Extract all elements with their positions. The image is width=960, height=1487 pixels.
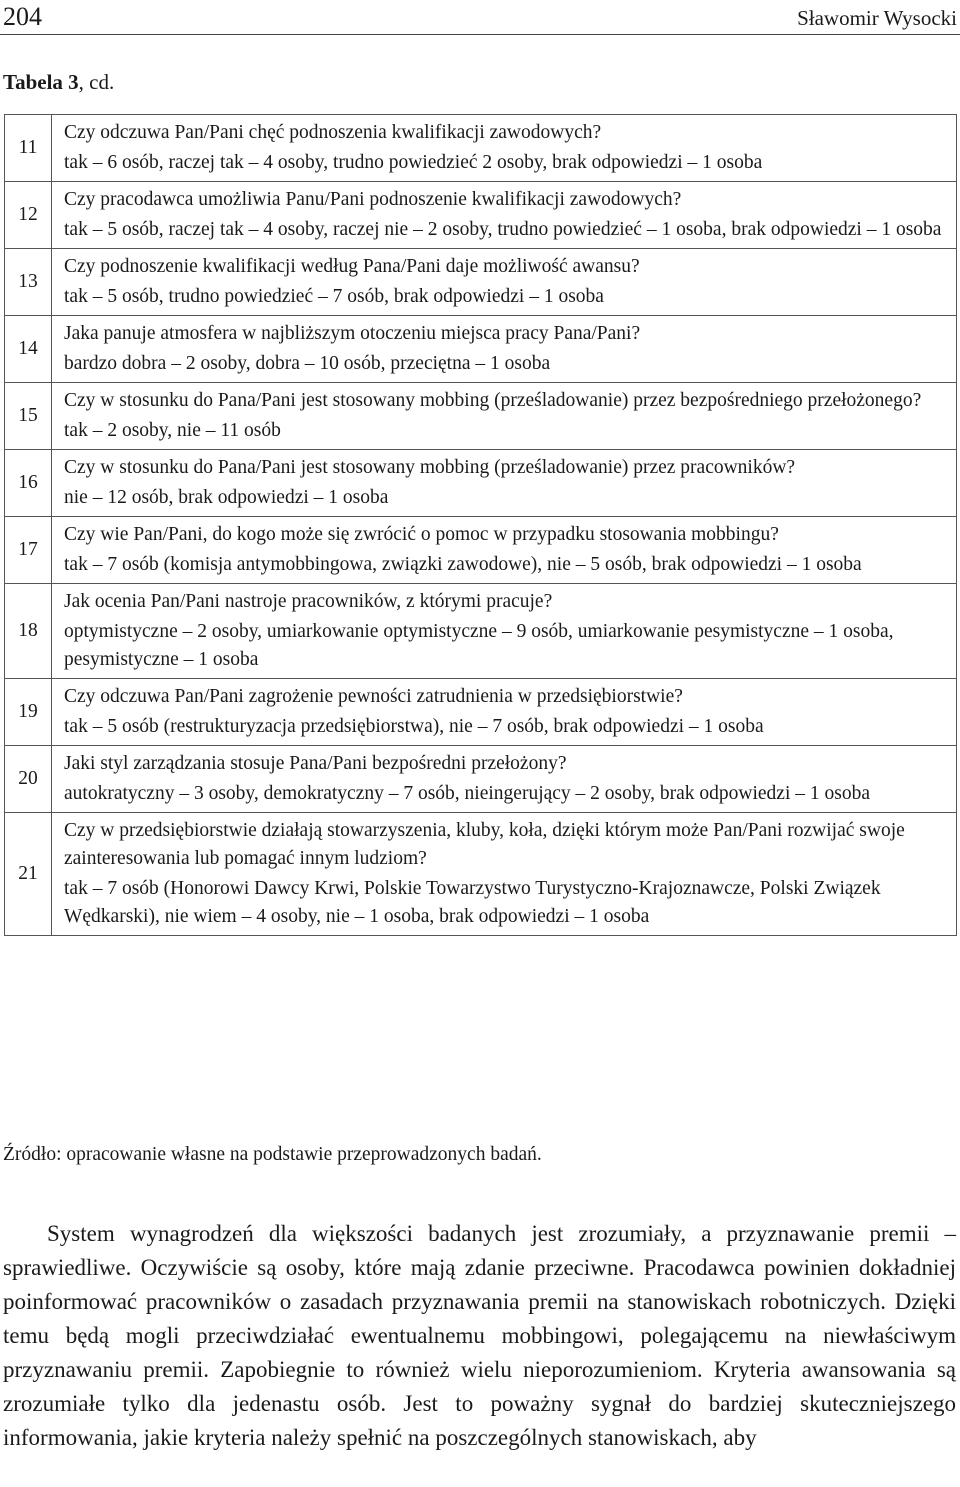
table-row-answer <box>5 712 957 746</box>
answer-cell: tak – 5 osób, trudno powiedzieć – 7 osób, brak odpowiedzi – 1 osoba <box>52 282 957 316</box>
table-row-answer <box>5 617 957 679</box>
table-row-answer <box>5 349 957 383</box>
row-number: 20 <box>5 746 52 813</box>
question-cell: Czy w przedsiębiorstwie działają stowarzyszenia, kluby, koła, dzięki którym może Pan/Pani rozwijać swoje zainteresowania lub pomagać innym ludziom? <box>52 813 957 875</box>
answer-cell: autokratyczny – 3 osoby, demokratyczny – 7 osób, nieingerujący – 2 osoby, brak odpowiedzi – 1 osoba <box>52 779 957 813</box>
table-row <box>5 813 957 875</box>
row-number: 15 <box>5 383 52 450</box>
table-row-answer <box>5 483 957 517</box>
table-row <box>5 517 957 551</box>
row-number: 16 <box>5 450 52 517</box>
answer-cell: nie – 12 osób, brak odpowiedzi – 1 osoba <box>52 483 957 517</box>
question-cell: Czy podnoszenie kwalifikacji według Pana/Pani daje możliwość awansu? <box>52 249 957 283</box>
answer-cell: tak – 2 osoby, nie – 11 osób <box>52 416 957 450</box>
table-caption-suffix: , cd. <box>78 70 115 94</box>
running-author: Sławomir Wysocki <box>797 6 957 30</box>
table-row <box>5 383 957 417</box>
row-number: 11 <box>5 115 52 182</box>
table-row <box>5 115 957 149</box>
answer-cell: tak – 7 osób (Honorowi Dawcy Krwi, Polskie Towarzystwo Turystyczno-Krajoznawcze, Polski Związek Wędkarski), nie wiem – 4 osoby, nie – 1 osoba, brak odpowiedzi – 1 osoba <box>52 874 957 936</box>
table-row <box>5 249 957 283</box>
table-row-answer <box>5 874 957 936</box>
body-paragraph: System wynagrodzeń dla większości badanych jest zrozumiały, a przyznawanie premii – sprawiedliwe. Oczywiście są osoby, które mają zdanie przeciwne. Pracodawca powinien dokładniej poinformować pracowników o zasadach przyznawania premii na stanowiskach robotniczych. Dzięki temu będą mogli przeciwdziałać ewentualnemu mobbingowi, polegającemu na niewłaściwym przyznawaniu premii. Zapobiegnie to również wielu nieporozumieniom. Kryteria awansowania są zrozumiałe tylko dla jedenastu osób. Jest to poważny sygnał do bardziej skuteczniejszego informowania, jakie kryteria należy spełnić na poszczególnych stanowiskach, aby <box>3 1221 956 1450</box>
table-row-answer <box>5 779 957 813</box>
row-number: 12 <box>5 182 52 249</box>
survey-table <box>4 114 957 936</box>
row-number: 14 <box>5 316 52 383</box>
table-caption <box>3 70 114 95</box>
answer-cell: tak – 7 osób (komisja antymobbingowa, związki zawodowe), nie – 5 osób, brak odpowiedzi – 1 osoba <box>52 550 957 584</box>
question-cell: Jaki styl zarządzania stosuje Pana/Pani bezpośredni przełożony? <box>52 746 957 780</box>
table-row <box>5 182 957 216</box>
survey-table-body <box>5 115 957 936</box>
table-row <box>5 746 957 780</box>
table-row <box>5 316 957 350</box>
table-row-answer <box>5 282 957 316</box>
table-row <box>5 584 957 618</box>
table-row <box>5 679 957 713</box>
answer-cell: tak – 5 osób (restrukturyzacja przedsiębiorstwa), nie – 7 osób, brak odpowiedzi – 1 osoba <box>52 712 957 746</box>
question-cell: Czy w stosunku do Pana/Pani jest stosowany mobbing (prześladowanie) przez bezpośredniego przełożonego? <box>52 383 957 417</box>
answer-cell: optymistyczne – 2 osoby, umiarkowanie optymistyczne – 9 osób, umiarkowanie pesymistyczne – 1 osoba, pesymistyczne – 1 osoba <box>52 617 957 679</box>
row-number: 18 <box>5 584 52 679</box>
page-number: 204 <box>3 2 42 31</box>
answer-cell: tak – 6 osób, raczej tak – 4 osoby, trudno powiedzieć 2 osoby, brak odpowiedzi – 1 osoba <box>52 148 957 182</box>
table-row-answer <box>5 416 957 450</box>
question-cell: Czy odczuwa Pan/Pani chęć podnoszenia kwalifikacji zawodowych? <box>52 115 957 149</box>
question-cell: Jaka panuje atmosfera w najbliższym otoczeniu miejsca pracy Pana/Pani? <box>52 316 957 350</box>
table-row-answer <box>5 550 957 584</box>
table-row-answer <box>5 148 957 182</box>
running-header <box>0 0 960 35</box>
row-number: 17 <box>5 517 52 584</box>
question-cell: Czy w stosunku do Pana/Pani jest stosowany mobbing (prześladowanie) przez pracowników? <box>52 450 957 484</box>
answer-cell: tak – 5 osób, raczej tak – 4 osoby, raczej nie – 2 osoby, trudno powiedzieć – 1 osoba, brak odpowiedzi – 1 osoba <box>52 215 957 249</box>
table-source-note: Źródło: opracowanie własne na podstawie przeprowadzonych badań. <box>3 1144 542 1165</box>
table-label: Tabela 3 <box>3 70 79 94</box>
row-number: 21 <box>5 813 52 936</box>
question-cell: Czy pracodawca umożliwia Panu/Pani podnoszenie kwalifikacji zawodowych? <box>52 182 957 216</box>
row-number: 13 <box>5 249 52 316</box>
table-row-answer <box>5 215 957 249</box>
answer-cell: bardzo dobra – 2 osoby, dobra – 10 osób, przeciętna – 1 osoba <box>52 349 957 383</box>
question-cell: Czy odczuwa Pan/Pani zagrożenie pewności zatrudnienia w przedsiębiorstwie? <box>52 679 957 713</box>
question-cell: Jak ocenia Pan/Pani nastroje pracowników, z którymi pracuje? <box>52 584 957 618</box>
question-cell: Czy wie Pan/Pani, do kogo może się zwrócić o pomoc w przypadku stosowania mobbingu? <box>52 517 957 551</box>
table-row <box>5 450 957 484</box>
row-number: 19 <box>5 679 52 746</box>
